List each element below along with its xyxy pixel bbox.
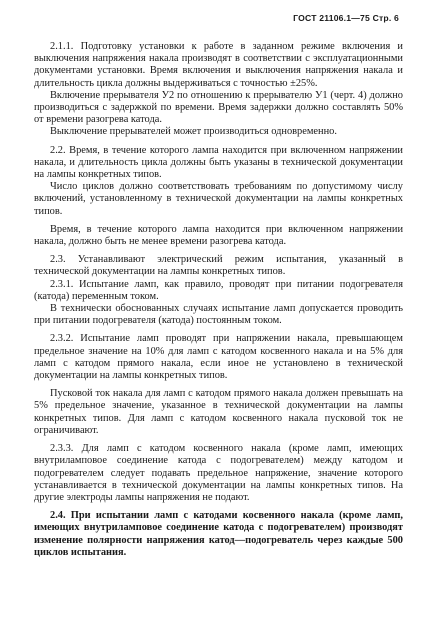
paragraph-2-3-2: 2.3.2. Испытание ламп проводят при напряжении накала, превышающем предельное значение на 10% для ламп с катодом косвенного накала и на 5% для ламп с катодом прямого накала, если иное не установлено в технической документации на лампы конкретных типов. [34, 333, 403, 382]
paragraph-2-3-3: 2.3.3. Для ламп с катодом косвенного накала (кроме ламп, имеющих внутриламповое соединение катода с подогревателем) между катодом и подогревателем следует подавать предельное напряжение, значение которого устанавливается в технической документации на лампы конкретных типов. На другие электроды лампы напряжения не подают. [34, 443, 403, 503]
paragraph-switch-delay: Включение прерывателя У2 по отношению к прерывателю У1 (черт. 4) должно производиться с задержкой по времени. Время задержки должно составлять 50% от времени разогрева катода. [34, 89, 403, 126]
paragraph-switch-off: Выключение прерывателей может производиться одновременно. [50, 126, 337, 138]
paragraph-starting-current: Пусковой ток накала для ламп с катодом прямого накала должен превышать на 5% предельное значение, указанное в технической документации на лампы конкретных типов. Для ламп с катодом косвенного накала пусковой ток не ограничивают. [34, 388, 403, 436]
paragraph-2-3: 2.3. Устанавливают электрический режим испытания, указанный в технической документации на лампы конкретных типов. [34, 254, 403, 278]
paragraph-cycles-count: Число циклов должно соответствовать требованиям по допустимому числу включений, установленному в технической документации на лампы конкретных типов. [34, 181, 403, 217]
paragraph-2-2: 2.2. Время, в течение которого лампа находится при включенном напряжении накала, и длительность цикла должны быть указаны в технической документации на лампы конкретных типов. [34, 144, 403, 181]
document-body [34, 41, 403, 559]
paragraph-2-1-1: 2.1.1. Подготовку установки к работе в заданном режиме включения и выключения напряжения накала производят в соответствии с эксплуатационными документами установки. Время включения и выключения напряжения накала и длительность цикла должны выдерживаться с точностью ±25%. [34, 41, 403, 89]
paragraph-2-3-1: 2.3.1. Испытание ламп, как правило, проводят при питании подогревателя (катода) переменным током. [34, 278, 403, 302]
paragraph-dc-supply: В технически обоснованных случаях испытание ламп допускается проводить при питании подогревателя (катода) постоянным током. [34, 303, 403, 327]
paragraph-2-4: 2.4. При испытании ламп с катодами косвенного накала (кроме ламп, имеющих внутриламповое соединение катода с подогревателем) производят изменение полярности напряжения катод—подогреватель через каждые 500 циклов испытания. [34, 510, 403, 558]
page-header: ГОСТ 21106.1—75 Стр. 6 [293, 13, 399, 23]
paragraph-on-time: Время, в течение которого лампа находится при включенном напряжении накала, должно быть не менее времени разогрева катода. [34, 223, 403, 248]
